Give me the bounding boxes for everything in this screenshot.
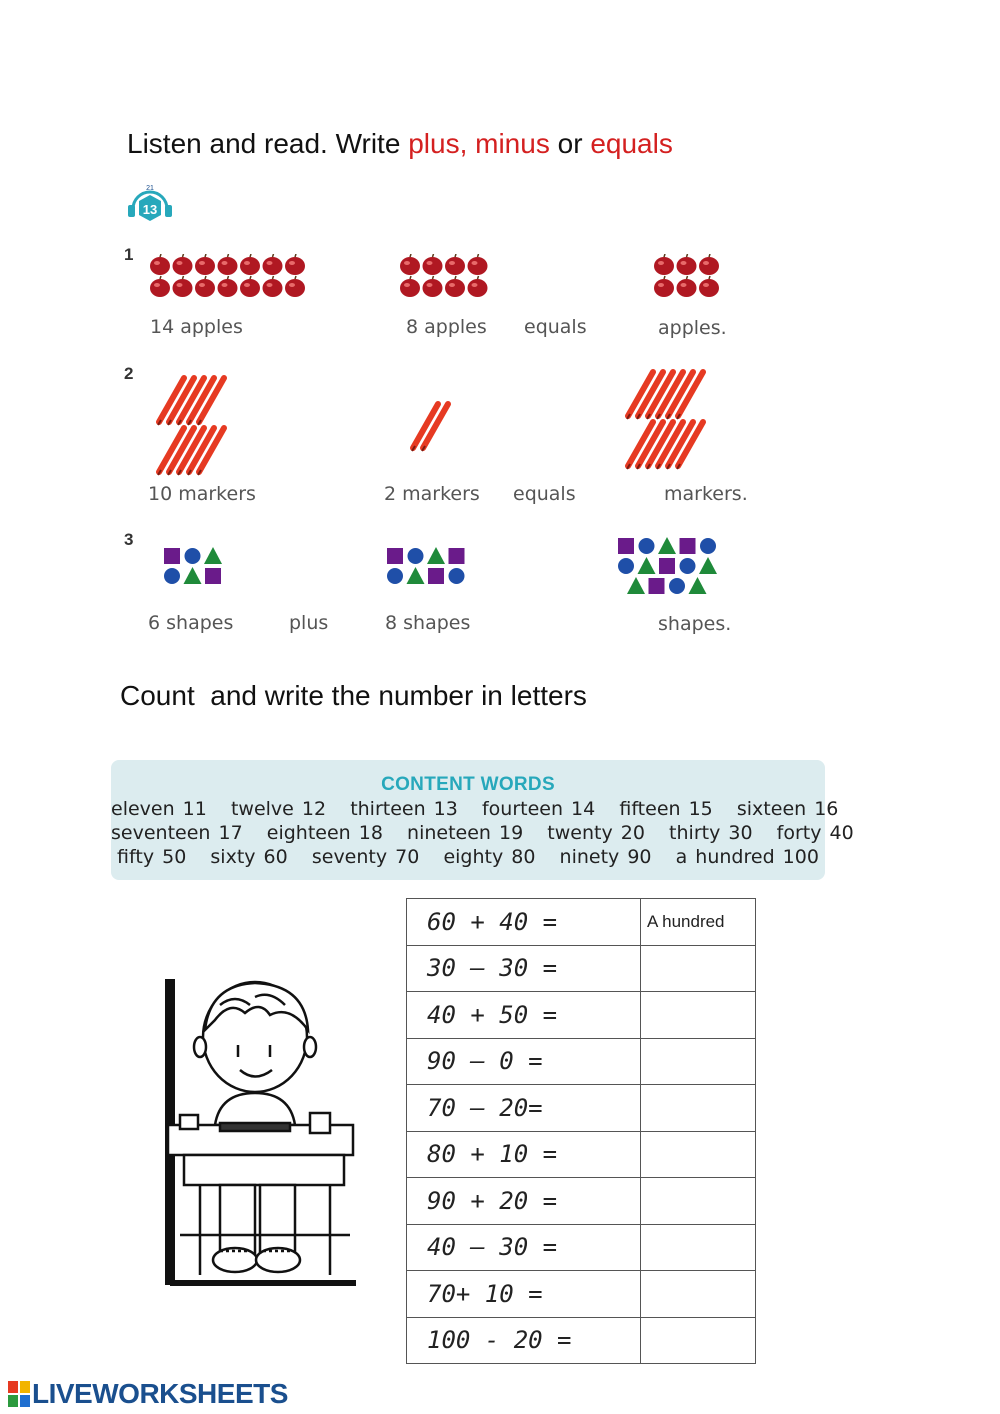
shapes-group-8 [385, 546, 469, 593]
triangle-shape [689, 577, 707, 594]
content-words-line-3: fifty 50 sixty 60 seventy 70 eighty 80 ninety 90 a hundred 100 [117, 846, 819, 868]
apple-icon [173, 276, 193, 297]
apple-icon [240, 276, 260, 297]
equation-row [407, 945, 756, 992]
apple-icon [218, 276, 238, 297]
circle-shape [185, 548, 201, 564]
equation-row [407, 1085, 756, 1132]
equation-answer-cell[interactable] [641, 1271, 756, 1318]
apple-icon [195, 254, 215, 275]
equation-expression: 80 + 10 = [407, 1131, 641, 1178]
apple-icon [677, 276, 697, 297]
apple-icon [468, 254, 488, 275]
content-words-line-1: eleven 11 twelve 12 thirteen 13 fourteen 14 fifteen 15 sixteen 16 [111, 798, 839, 820]
triangle-shape [638, 557, 656, 574]
row2-operator-input[interactable] [280, 481, 344, 510]
apple-icon [400, 276, 420, 297]
apples-group-14 [150, 254, 310, 305]
row-number-3: 3 [124, 530, 134, 549]
triangle-shape [427, 547, 445, 564]
word-or: or [549, 128, 591, 159]
equation-expression: 40 – 30 = [407, 1224, 641, 1271]
apple-icon [445, 276, 465, 297]
equation-answer-cell[interactable] [641, 1131, 756, 1178]
row2-result-input[interactable] [598, 481, 662, 510]
apple-icon [654, 254, 674, 275]
row2-result-blank[interactable] [598, 481, 662, 510]
row3-result-blank[interactable] [594, 610, 658, 639]
row2-label-c: markers. [664, 483, 748, 505]
equation-expression: 60 + 40 = [407, 899, 641, 946]
equation-row [407, 1224, 756, 1271]
equation-answer-input[interactable] [647, 1180, 751, 1222]
row3-label-a: 6 shapes [148, 612, 234, 634]
apples-group-result [654, 254, 724, 305]
instruction-text: Listen and read. Write [127, 128, 409, 159]
equation-answer-input[interactable] [647, 1273, 751, 1315]
equation-expression: 70 – 20= [407, 1085, 641, 1132]
circle-shape [669, 578, 685, 594]
equation-row [407, 1271, 756, 1318]
square-shape [428, 568, 444, 584]
equation-answer-cell[interactable] [641, 1178, 756, 1225]
row3-operator-input[interactable] [500, 610, 564, 639]
instruction-heading [127, 128, 673, 160]
equation-answer-input[interactable] [647, 1087, 751, 1129]
apple-icon [218, 254, 238, 275]
row1-label-c: apples. [658, 317, 727, 339]
apple-icon [150, 254, 170, 275]
apple-icon [400, 254, 420, 275]
markers-group-result [624, 368, 748, 481]
equation-answer-input[interactable] [647, 994, 751, 1036]
row-number-1: 1 [124, 245, 134, 264]
row3-plus: plus [289, 612, 329, 634]
liveworksheets-logo[interactable] [8, 1378, 288, 1414]
apple-icon [285, 276, 305, 297]
equation-expression: 90 – 0 = [407, 1038, 641, 1085]
row1-result-input[interactable] [600, 314, 654, 343]
equation-answer-input[interactable] [647, 1319, 751, 1361]
triangle-shape [699, 557, 717, 574]
equation-expression: 90 + 20 = [407, 1178, 641, 1225]
equation-expression: 30 – 30 = [407, 945, 641, 992]
word-equals: equals [590, 128, 673, 159]
row2-equals: equals [513, 483, 576, 505]
equation-answer: A hundred [647, 911, 725, 931]
circle-shape [387, 568, 403, 584]
equation-answer-input[interactable] [647, 1133, 751, 1175]
square-shape [649, 578, 665, 594]
apple-icon [423, 276, 443, 297]
count-instruction: Count and write the number in letters [120, 680, 587, 711]
square-shape [387, 548, 403, 564]
row1-label-a: 14 apples [150, 316, 243, 338]
row2-label-b: 2 markers [384, 483, 480, 505]
square-shape [618, 538, 634, 554]
triangle-shape [184, 567, 202, 584]
apple-icon [263, 276, 283, 297]
circle-shape [680, 558, 696, 574]
equation-row [407, 1178, 756, 1225]
apple-icon [699, 254, 719, 275]
square-shape [205, 568, 221, 584]
apple-icon [173, 254, 193, 275]
row-number-2: 2 [124, 364, 134, 383]
apples-group-8 [400, 254, 492, 305]
triangle-shape [658, 537, 676, 554]
apple-icon [423, 254, 443, 275]
row3-label-b: 8 shapes [385, 612, 471, 634]
content-words-title: CONTENT WORDS [381, 774, 555, 795]
equation-expression: 70+ 10 = [407, 1271, 641, 1318]
liveworksheets-logo-icon [8, 1381, 30, 1414]
equation-answer-cell[interactable] [641, 992, 756, 1039]
apple-icon [195, 276, 215, 297]
equation-answer-cell[interactable] [641, 945, 756, 992]
shapes-group-result [616, 536, 720, 603]
apple-icon [240, 254, 260, 275]
apple-icon [699, 276, 719, 297]
apple-icon [285, 254, 305, 275]
equation-row [407, 1038, 756, 1085]
content-words-line-2: seventeen 17 eighteen 18 nineteen 19 twenty 20 thirty 30 forty 40 [111, 822, 854, 844]
apple-icon [445, 254, 465, 275]
equation-answer-input[interactable] [647, 1226, 751, 1268]
equation-expression: 100 - 20 = [407, 1317, 641, 1364]
apple-icon [654, 276, 674, 297]
row1-label-b: 8 apples [406, 316, 487, 338]
equation-answer-cell[interactable] [641, 1038, 756, 1085]
word-minus: minus [475, 128, 550, 159]
row1-operator-input[interactable] [280, 314, 344, 343]
apple-icon [150, 276, 170, 297]
equation-answer-cell[interactable] [641, 1317, 756, 1364]
shapes-group-6 [162, 546, 224, 593]
row3-operator-blank[interactable] [500, 610, 564, 639]
equation-answer-cell[interactable] [641, 1085, 756, 1132]
circle-shape [639, 538, 655, 554]
equation-row [407, 1131, 756, 1178]
apple-icon [263, 254, 283, 275]
content-words-box [111, 760, 854, 880]
liveworksheets-logo-text: LIVEWORKSHEETS [32, 1378, 288, 1409]
square-shape [659, 558, 675, 574]
apple-icon [468, 276, 488, 297]
row3-result-input[interactable] [594, 610, 658, 639]
row1-operator-blank[interactable] [280, 314, 344, 343]
circle-shape [408, 548, 424, 564]
row1-equals: equals [524, 316, 587, 338]
row2-operator-blank[interactable] [280, 481, 344, 510]
equation-answer-cell[interactable] [641, 1224, 756, 1271]
equation-row [407, 1317, 756, 1364]
row1-result-blank[interactable] [600, 314, 654, 343]
triangle-shape [407, 567, 425, 584]
row2-label-a: 10 markers [148, 483, 256, 505]
markers-group-10 [155, 372, 265, 485]
word-plus: plus, [408, 128, 468, 159]
audio-small-number: 21 [146, 185, 154, 192]
equation-row [407, 992, 756, 1039]
circle-shape [618, 558, 634, 574]
markers-group-2 [405, 398, 475, 463]
apple-icon [677, 254, 697, 275]
triangle-shape [627, 577, 645, 594]
audio-track-icon[interactable] [125, 183, 175, 227]
equation-answer-cell[interactable] [641, 899, 756, 946]
circle-shape [164, 568, 180, 584]
boy-at-desk-illustration [160, 975, 360, 1295]
equation-row [407, 899, 756, 946]
square-shape [449, 548, 465, 564]
circle-shape [700, 538, 716, 554]
row3-label-c: shapes. [658, 613, 732, 635]
audio-track-number: 13 [142, 202, 158, 217]
square-shape [164, 548, 180, 564]
equation-table [406, 898, 756, 1364]
equation-expression: 40 + 50 = [407, 992, 641, 1039]
triangle-shape [204, 547, 222, 564]
equation-answer-input[interactable] [647, 947, 751, 989]
equation-answer-input[interactable] [647, 1040, 751, 1082]
square-shape [680, 538, 696, 554]
circle-shape [449, 568, 465, 584]
